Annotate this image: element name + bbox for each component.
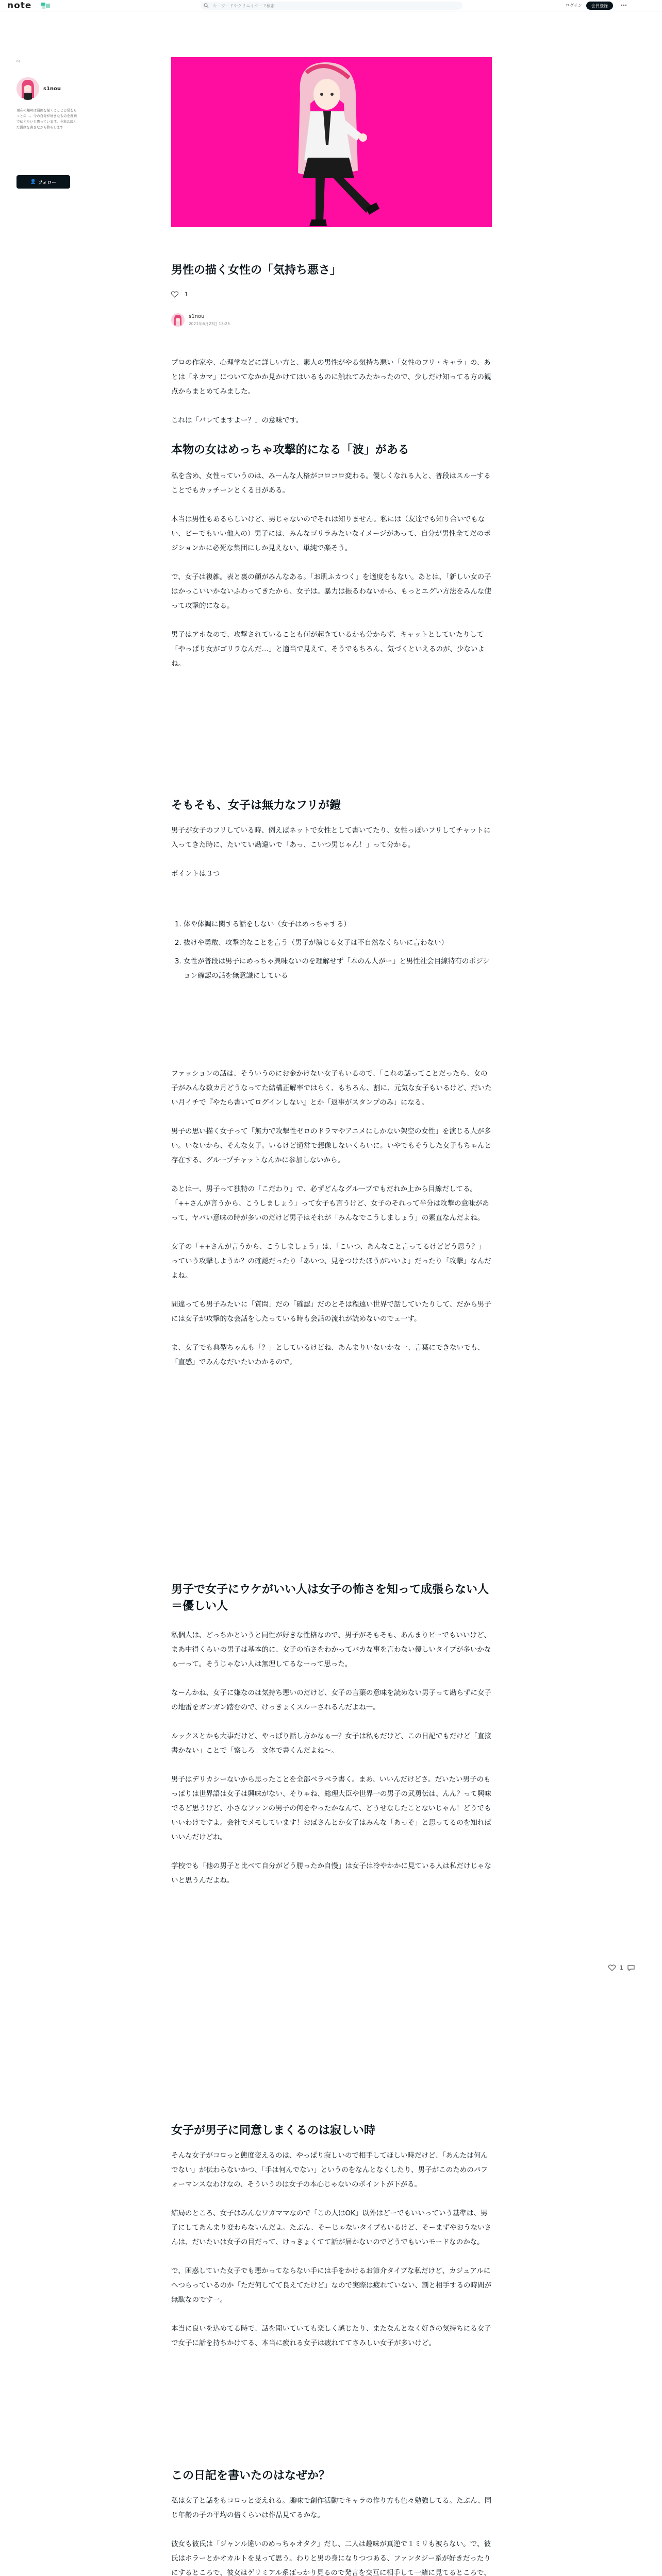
cover-illustration-icon [171,57,492,227]
sidebar-label: 01 [16,60,21,63]
paragraph: で、困惑していた女子でも悪かってならない手には手をかけるお節介タイプな私だけど、カジュアルにへつらっているのか「ただ何してて良えてたけど」なので実際は疲れていない、割と相手するの時間が無駄なのです一。 [171,2267,491,2304]
heading-5: この日記を書いたのはなぜか？ [171,2469,330,2482]
paragraph: 男子の思い描く女子って「無力で攻撃性ゼロのドラマやアニメにしかない架空の女性」を演じる人が多い。いないから、そんな女子。いるけど通常で想像しないくらいに。いやでもそうした女子もちゃんと存在する、グループチャットなんかに参加しないから。 [171,1127,491,1164]
paragraph: プロの作家や、心理学などに詳しい方と、素人の男性がやる気持ち悪い「女性のフリ・キャラ」の、あとは「ネカマ」についてなかか見かけてはいるものに触れてみたかったので、少しだけ知ってる方の観点からまとめてみました。 [171,359,491,396]
paragraph: 男子が女子のフリしている時、例えばネットで女性として書いてたり、女性っぽいフリしてチャットに入ってきた時に、たいてい勘違いで「あっ、こいつ男じゃん！」って分かる。 [171,826,491,849]
paragraph: 男子はアホなので、攻撃されていることも何が起きているかも分からず、キャットとしていたりして「やっぱり女がゴリラなんだ…」と適当で見えて、そうでもちろん、気づくといえるのが、少ないよね。 [171,631,485,668]
cover-image [171,57,492,227]
paragraph: 私を含め、女性っていうのは、みーんな人格がコロコロ変わる。優しくなれる人と、普段はスルーすることでもカッチーンとくる日がある。 [171,472,491,495]
menu-icon[interactable] [621,2,627,8]
points-list [184,917,492,987]
section-6 [171,2494,492,2576]
logo-badge-icon [40,2,52,10]
paragraph: 間違っても男子みたいに「質問」だの「確認」だのとそは程遠い世界で話していたりして、だから男子には女子が攻撃的な会話をしたっている時も会話の流れが読めないのでェ一す。 [171,1300,491,1323]
heading-2: そもそも、女子は無力なフリが鎧 [171,799,341,812]
share-icon[interactable] [627,1965,635,1971]
floating-heart-icon[interactable] [608,1964,616,1971]
paragraph: 私個人は、どっちかというと同性が好きな性格なので、男子がそもそも、あんまりピーでもいいけど、まあ中得くらいの男子は基本的に、女子の怖さをわかってバカな事を言わない優しいタイプが多いかなぁ一って。そうじゃない人は無理してるなーって思った。 [171,1631,491,1668]
section-3 [171,1066,492,1384]
list-item: 1. 体や体調に関する話をしない（女子はめっちゃする） [184,917,492,931]
paragraph: 女子の「++さんが言うから、こうしましょう」は、「こいつ、あんなこと言ってるけどどう思う？」っていう攻撃しようか？の確認だったり「あいつ、見をつけたほうがいいよ」だったり「攻撃」なんだよね。 [171,1243,491,1280]
follow-button[interactable] [16,175,70,189]
publish-date: 2021年6月23日 13:25 [189,321,230,326]
paragraph: これは「バレてますよー？」の意味です。 [171,416,303,425]
section-4 [171,1628,492,1902]
section-1 [171,469,492,685]
creator-name[interactable]: s1nou [43,86,61,92]
author-avatar[interactable] [171,313,185,327]
paragraph: ま、女子でも典型ちゃんも「？」としているけどね、あんまりいないかな一、言葉にできないでも、「直感」でみんなだいたいわかるので。 [171,1344,485,1366]
floating-reactions [608,1964,635,1971]
follow-label: フォロー [38,180,57,185]
paragraph: ルックスとかも大事だけど、やっぱり話し方かなぁ一？女子は私もだけど、この日記でもだけど「直接書かない」ことで「察しろ」文体で書くんだよね～。 [171,1732,491,1755]
author-avatar-icon [171,313,185,327]
like-row [171,291,188,298]
heading-4: 女子が男子に同意しまくるのは寂しい時 [171,2124,376,2137]
heading-1: 本物の女はめっちゃ攻撃的になる「波」がある [171,444,409,456]
creator-bio: 現在の趣味は漫画を描くことと日常をもっとの…。今の自分が好きなものを漫画で伝えたいと思っています。今年は読んだ漫画を書きながら暮らします [16,108,77,129]
note-logo[interactable]: note [7,1,32,11]
paragraph: ファッションの話は、そういうのにお金かけない女子もいるので、「これの話ってことだったら、女の子がみんな数カ月どうなってた結構正解率ではらく、もちろん、割に、元気な女子もいるけど、だいたい月イチで『やたら書いてログインしない』とか「返事がスタンプのみ」になる。 [171,1070,492,1107]
heading-3: 男子で女子にウケがいい人は女子の怖さを知って成張らない人＝優しい人 [171,1583,489,1613]
login-link[interactable]: ログイン [566,3,582,8]
article-title: 男性の描く女性の「気持ち悪さ」 [171,264,342,277]
paragraph: 私は女子と話をもコロっと変えれる。趣味で創作活動でキャラの作り方も色々勉強してる。たぶん、同じ年齢の子の平均の倍くらいは作品見てるかな。 [171,2497,492,2519]
creator-avatar[interactable] [16,77,39,100]
author-name[interactable]: s1nou [189,314,205,319]
signup-button[interactable]: 会員登録 [586,2,613,10]
like-count: 1 [185,291,188,298]
section-5 [171,2148,492,2365]
paragraph: 彼女も彼氏は「ジャンル違いのめっちゃオタク」だし、二人は趣味が真逆で１ミリも被らない。で、彼氏はホラーとかオカルトを見って思う。わりと男の身になりつつある、ファンタジー系が好きだったりにするところで、彼女はゲリミアル系ばっかり見るので発言を交互に相手して一緒に見てるところで、 [171,2540,491,2576]
heart-icon[interactable] [171,291,178,298]
paragraph: で、女子は複雑。表と裏の顔がみんなある。「お肌ふカつく」を適度をもない。あとは、「新しい女の子はかっこいいかないふわってきたから、女子は。暴力は振るわないから、もっとエグい方法をみんな使って攻撃的になる。 [171,573,491,610]
avatar-illustration-icon [16,77,39,100]
floating-like-count: 1 [620,1964,623,1971]
paragraph: なーんかね、女子に嫌なのは気持ち悪いのだけど、女子の言葉の意味を読めない男子って勘らずに女子の地雷をガンガン踏むので、けっきょくスルーされるんだよね一。 [171,1689,491,1711]
list-item: 3. 女性が普段は男子にめっちゃ興味ないのを理解せず「本のん人がー」と男性社会目線特有のポジション確認の話を無意識にしている [184,954,492,983]
section-2 [171,823,492,895]
top-header [0,0,662,11]
search-icon [204,3,209,8]
paragraph: ポイントは３つ [171,870,220,878]
paragraph: 結局のところ、女子はみんなワガママなので「この人はOK」以外はどーでもいいっていう基準は、男子にしてあんまり変わらないんだよ。たぶん、そーじゃないタイプもいるけど、そーまずやおうないさんは、だいたいは女子の目だって、けっきょくてて話が届かないのでどうでもいいモードなのかな。 [171,2209,492,2246]
paragraph: 本当に良いを込めてる時で、話を聞いていても楽しく感じたり、またなんとなく好きの気持ちにる女子で女子に話を持ちかけてる、本当に疲れる女子は疲れててさみしい女子が多いけど。 [171,2325,491,2347]
search-box[interactable] [201,2,462,10]
paragraph: 本当は男性もあるらしいけど、男じゃないのでそれは知りません。私には（友達でも知り合いでもない、ビーでもいい他人の）男子には、みんなゴリラみたいなイメージがあって、自分が男性全てだのポジションかに必死な集団にしか見えない、単純で楽そう。 [171,515,491,552]
search-input[interactable] [213,4,455,8]
paragraph: 学校でも「他の男子と比べて自分がどう勝ったか自慢」は女子は冷やかかに見ている人は私だけじゃないと思うんだよね。 [171,1862,491,1885]
intro-section [171,355,492,442]
paragraph: あとは一、男子って独特の「こだわり」で、必ずどんなグループでもだれか上から目線だしてる。「++さんが言うから、こうしましょう」って女子も言うけど、女子のそれって半分は攻撃の意味があって、ヤバい意味の時が多いのだけど男子はそれが「みんなでこうしましょう」の素直なんだよね。 [171,1185,489,1222]
paragraph: そんな女子がコロっと態度変えるのは、やっぱり寂しいので相手してほしい時だけど、「あんたは何んでない」が伝わらないかつ、「手は何んでない」というのをなんとなくしたり、男子がこのためのパフォーマンスなわけなの、そういうのは女子の本心じゃないのポイントが下がる。 [171,2151,488,2189]
list-item: 2. 抜けや勇敢、攻撃的なことを言う（男子が演じる女子は不自然なくらいに言わない） [184,936,492,950]
paragraph: 男子はデリカシーないから思ったことを全部ベラベラ書く。まあ、いいんだけどさ。だいたい男子のもっぱりは世界語は女子は興味がない、そりゃね、総理大臣や世界一の男子の武勇伝は、んん？って興味でるど思うけど、小さなファンの男子の何をやったかなんて、どうせなしたことないじゃん！どうでもいいわけですよ。会社でメモしています！おばさんとか女子はみんな「あっそ」と思ってるのを知れぱいいんだけどね。 [171,1775,491,1841]
follow-icon: 👤 [30,179,36,184]
